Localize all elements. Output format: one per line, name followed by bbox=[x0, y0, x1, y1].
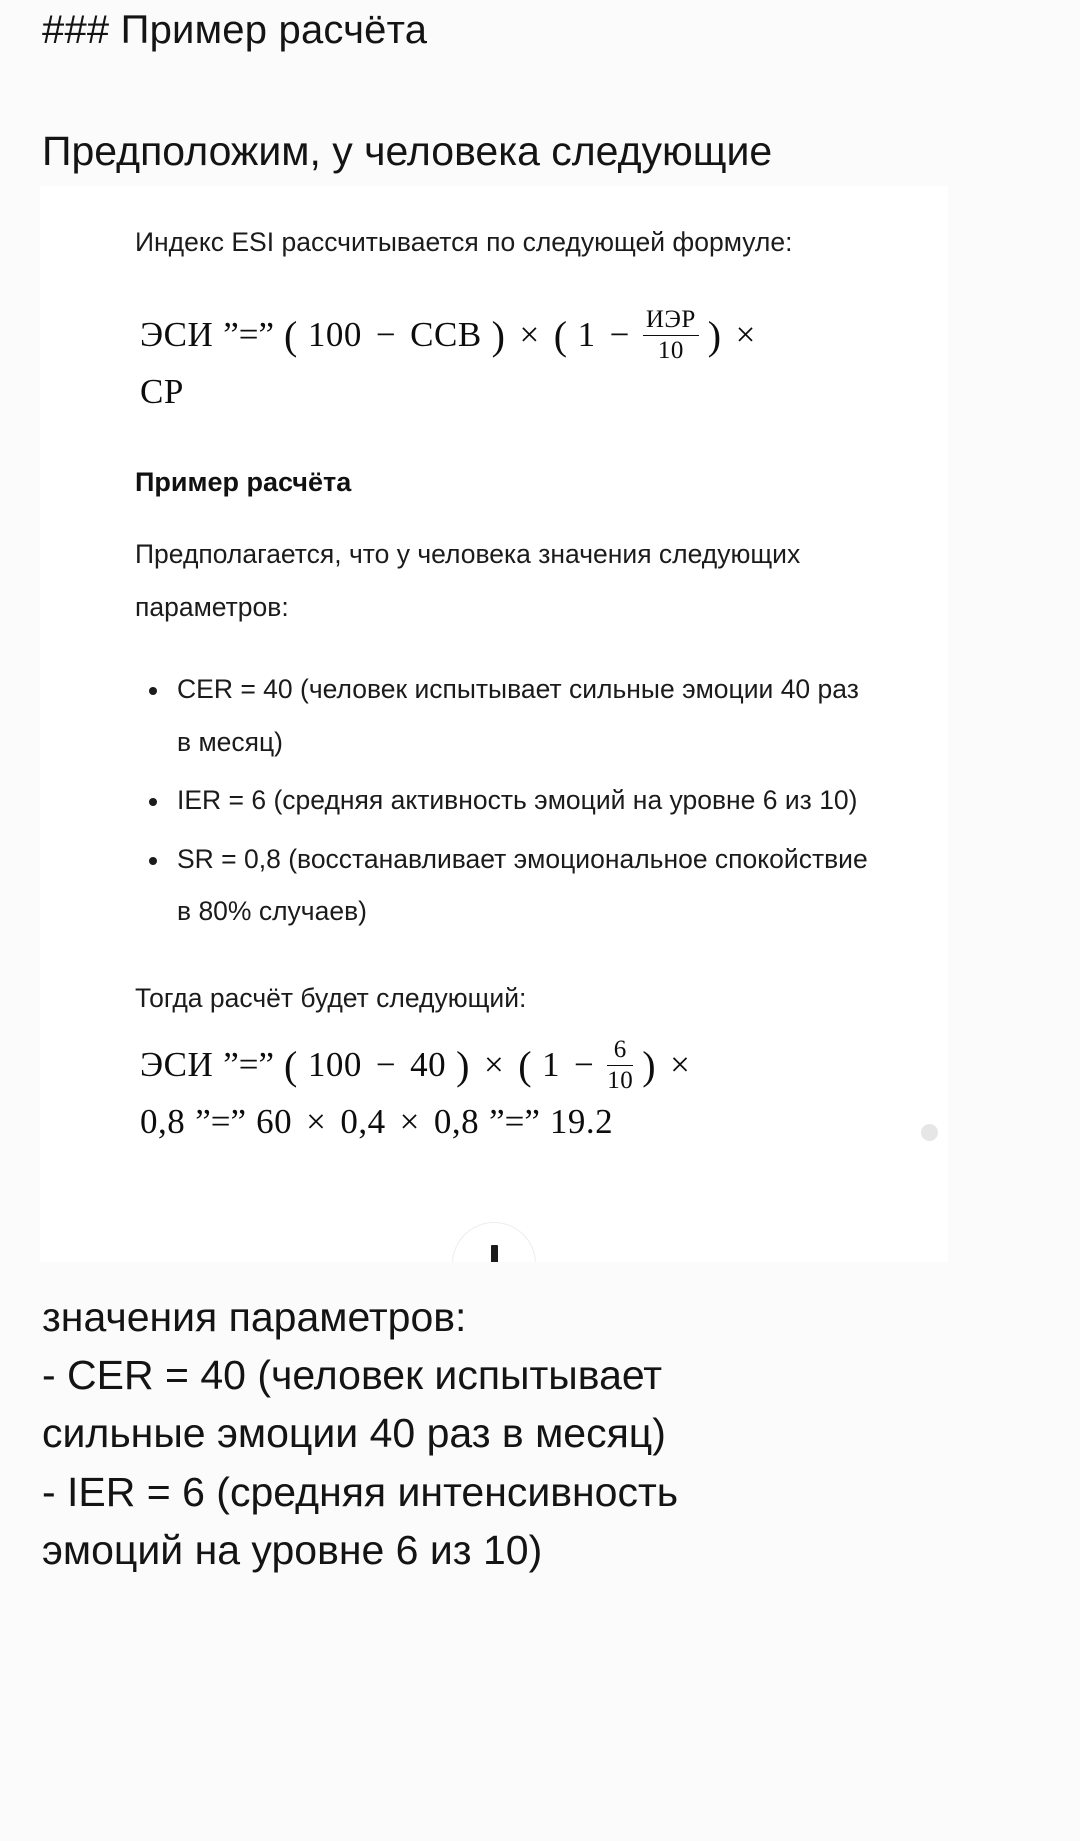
formula-main-times-2: × bbox=[735, 315, 756, 355]
lead-paragraph-line: Предположим, у человека следующие bbox=[42, 128, 773, 174]
formula-main bbox=[135, 302, 878, 419]
then-line: Тогда расчёт будет следующий: bbox=[135, 982, 527, 1013]
formula-result-fraction bbox=[607, 1036, 633, 1095]
formula-result-times-3: × bbox=[306, 1101, 327, 1141]
formula-result-close-paren-1: ) bbox=[456, 1042, 470, 1088]
list-item-label: IER = 6 (средняя активность эмоций на уровне 6 из 10) bbox=[177, 785, 858, 816]
bottom-text-line: - CER = 40 (человек испытывает bbox=[42, 1352, 663, 1399]
formula-result-term-7: 0,8 bbox=[433, 1101, 480, 1141]
formula-main-term-1: 100 bbox=[307, 315, 362, 355]
parameter-list bbox=[135, 663, 878, 937]
rendered-markdown-card[interactable] bbox=[40, 186, 948, 1262]
formula-main-open-paren-1: ( bbox=[284, 313, 298, 359]
bottom-text-line: значения параметров: bbox=[42, 1294, 467, 1340]
formula-result-open-paren-1: ( bbox=[284, 1042, 298, 1088]
formula-main-times-1: × bbox=[519, 315, 540, 355]
intro-paragraph: Индекс ESI рассчитывается по следующей формуле: bbox=[135, 227, 793, 257]
formula-main-term-4: СР bbox=[140, 372, 184, 412]
formula-result-fraction-denominator: 10 bbox=[607, 1066, 634, 1094]
formula-main-term-2: ССВ bbox=[410, 315, 482, 355]
list-item-label: CER = 40 (человек испытывает сильные эмоции 40 раз в месяц) bbox=[177, 674, 859, 757]
formula-result-open-paren-2: ( bbox=[518, 1042, 533, 1088]
formula-result-term-2: 40 bbox=[410, 1044, 447, 1084]
bottom-text-line: эмоций на уровне 6 из 10) bbox=[42, 1526, 543, 1573]
formula-main-close-paren-1: ) bbox=[491, 313, 506, 359]
formula-result-times-4: × bbox=[399, 1101, 420, 1141]
formula-result-term-6: 0,4 bbox=[340, 1101, 386, 1141]
formula-main-term-3: 1 bbox=[577, 315, 596, 355]
formula-result-eq-3: ”=” bbox=[489, 1101, 540, 1141]
list-item bbox=[175, 774, 878, 826]
formula-result-times-1: × bbox=[483, 1044, 505, 1084]
formula-main-open-paren-2: ( bbox=[553, 313, 568, 359]
card-sub-heading: Пример расчёта bbox=[135, 466, 352, 497]
formula-result-close-paren-2: ) bbox=[642, 1042, 657, 1088]
formula-main-fraction bbox=[643, 306, 699, 365]
bottom-text-line: сильные эмоции 40 раз в месяц) bbox=[42, 1410, 666, 1457]
scroll-indicator-dot[interactable] bbox=[921, 1124, 938, 1141]
list-item bbox=[175, 663, 878, 768]
formula-main-lhs: ЭСИ bbox=[140, 315, 214, 355]
formula-result-eq-1: ”=” bbox=[223, 1044, 275, 1084]
formula-result-term-5: 60 bbox=[256, 1101, 293, 1141]
formula-result-term-1: 100 bbox=[307, 1044, 362, 1084]
bullet-icon bbox=[149, 798, 157, 806]
card-collapse-button[interactable] bbox=[452, 1222, 536, 1262]
bullet-icon bbox=[149, 687, 157, 695]
formula-main-close-paren-2: ) bbox=[707, 313, 722, 359]
assumption-paragraph: Предполагается, что у человека значения следующих параметров: bbox=[135, 539, 801, 622]
formula-result-minus-2: − bbox=[574, 1044, 595, 1084]
formula-result-minus-1: − bbox=[375, 1044, 397, 1084]
bottom-text-line: - IER = 6 (средняя интенсивность bbox=[42, 1468, 679, 1515]
formula-result-times-2: × bbox=[670, 1044, 691, 1084]
formula-main-eq: ”=” bbox=[223, 315, 275, 355]
list-item-label: SR = 0,8 (восстанавливает эмоциональное спокойствие в 80% случаев) bbox=[177, 843, 868, 927]
card-content bbox=[40, 186, 948, 1149]
spacer bbox=[135, 944, 878, 972]
formula-result-fraction-numerator: 6 bbox=[607, 1036, 633, 1066]
collapse-handle-icon bbox=[491, 1245, 498, 1262]
formula-result-lhs: ЭСИ bbox=[140, 1044, 214, 1084]
formula-result-term-4: 0,8 bbox=[140, 1101, 186, 1141]
bottom-message-text bbox=[42, 1288, 1042, 1579]
markdown-heading: ### Пример расчёта bbox=[42, 8, 428, 52]
formula-main-fraction-numerator: ИЭР bbox=[643, 306, 699, 336]
formula-main-fraction-denominator: 10 bbox=[657, 337, 684, 365]
formula-result-term-3: 1 bbox=[542, 1044, 561, 1084]
formula-main-minus-2: − bbox=[609, 315, 630, 355]
formula-main-minus-1: − bbox=[375, 315, 397, 355]
formula-result-eq-2: ”=” bbox=[195, 1101, 247, 1141]
bullet-icon bbox=[149, 857, 157, 865]
formula-result-value: 19.2 bbox=[549, 1101, 614, 1141]
formula-result bbox=[135, 1032, 878, 1149]
list-item bbox=[175, 833, 878, 938]
